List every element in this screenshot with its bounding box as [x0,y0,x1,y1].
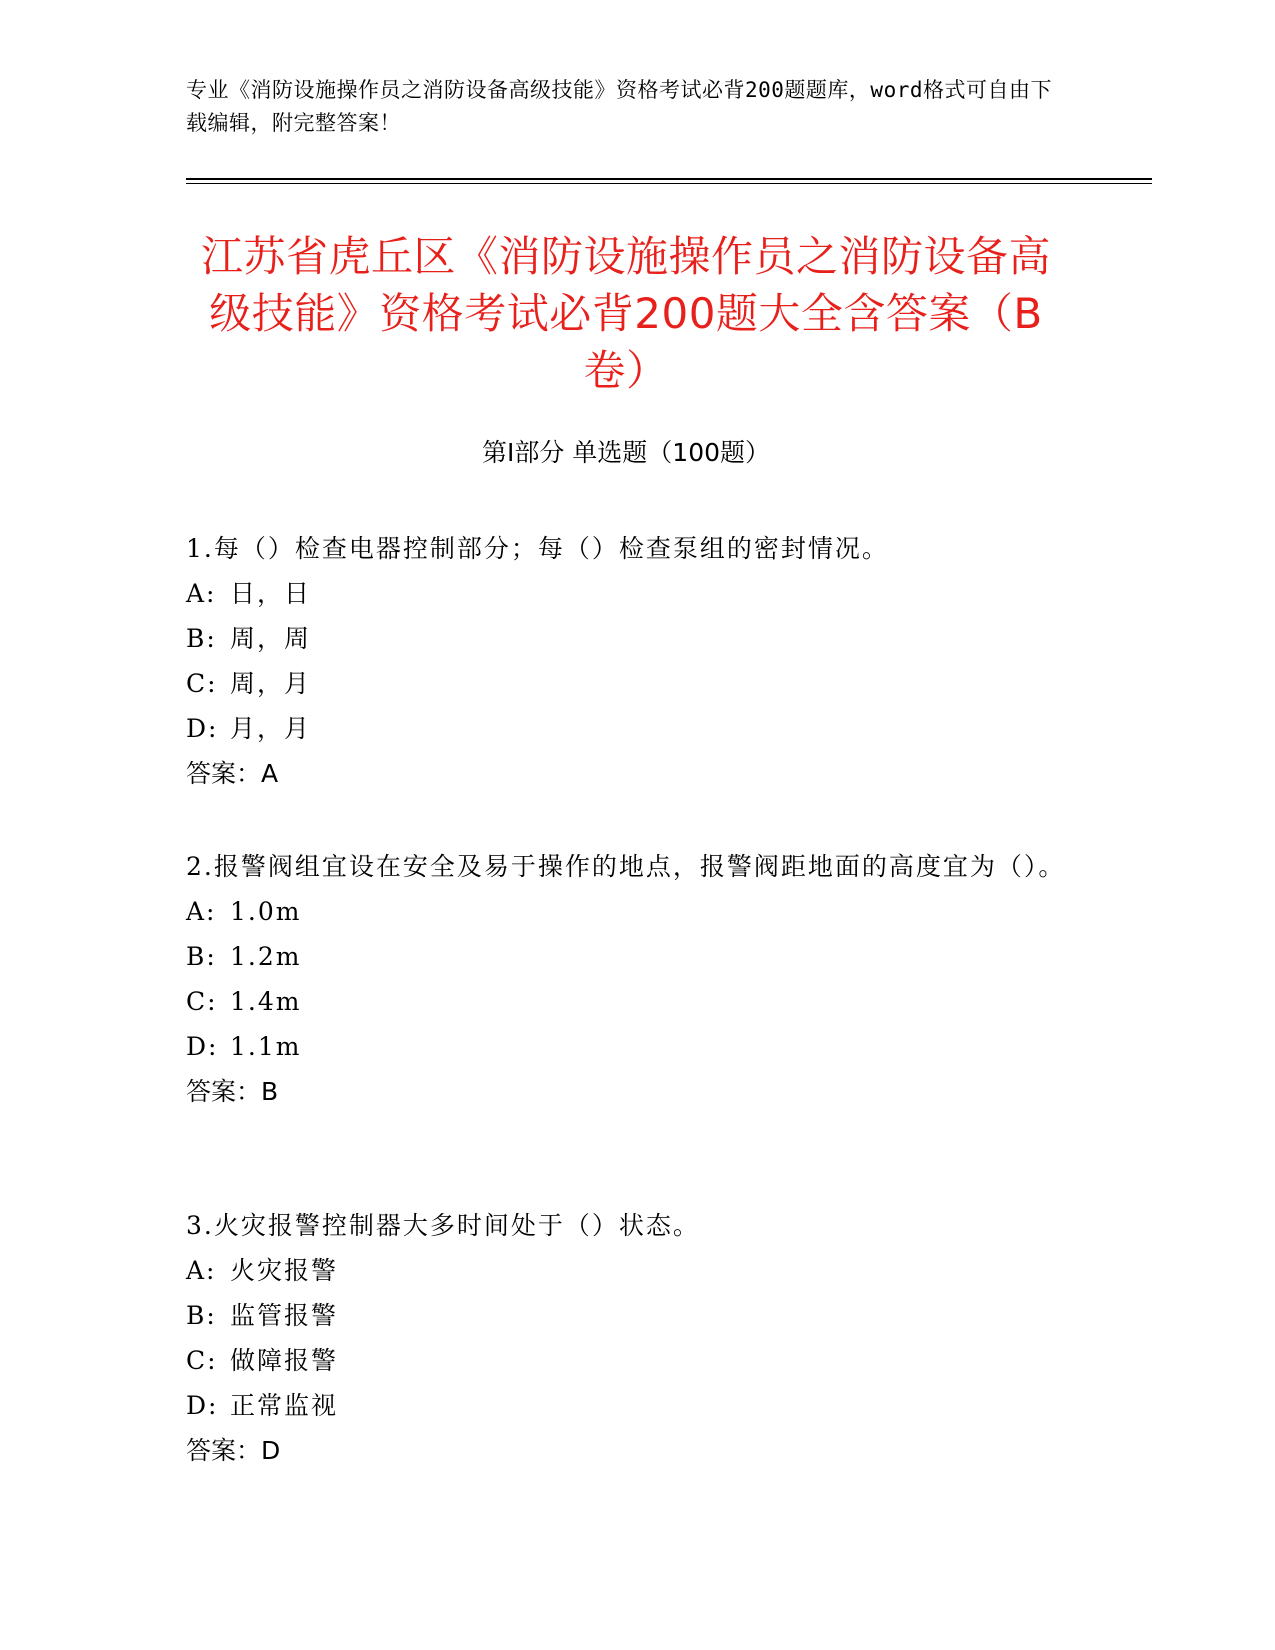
option-a [186,889,1086,934]
option-key: D: [186,1032,219,1061]
answer-line [186,1428,1086,1473]
option-text: 月，月 [230,714,312,743]
option-text: 1.1m [230,1032,302,1061]
option-key: C: [186,669,218,698]
option-text: 日，日 [230,579,312,608]
option-text: 周，月 [230,669,312,698]
answer-label: 答案： [186,1436,262,1465]
question-item [186,1203,1086,1473]
option-key: C: [186,987,218,1016]
option-key: A: [186,1256,217,1285]
option-text: 1.4m [230,987,302,1016]
answer-line [186,1069,1086,1114]
option-text: 周，周 [230,624,312,653]
header-divider-thin [186,183,1152,184]
option-text: 1.2m [230,942,302,971]
option-a [186,1248,1086,1293]
question-stem: 1.每（）检查电器控制部分；每（）检查泵组的密封情况。 [186,534,889,563]
option-key: C: [186,1346,218,1375]
option-d [186,1383,1086,1428]
answer-value: A [261,759,279,788]
option-text: 正常监视 [230,1391,339,1420]
question-item [186,844,1086,1114]
question-stem: 3.火灾报警控制器大多时间处于（）状态。 [186,1211,700,1240]
answer-label: 答案： [186,1077,262,1106]
option-key: D: [186,1391,219,1420]
question-stem: 2.报警阀组宜设在安全及易于操作的地点，报警阀距地面的高度宜为（）。 [186,852,1066,881]
header-divider-thick [186,178,1152,180]
option-key: B: [186,1301,217,1330]
option-text: 1.0m [230,897,302,926]
option-c [186,979,1086,1024]
section-heading: 第Ⅰ部分 单选题（100题） [481,438,771,467]
option-text: 火灾报警 [230,1256,339,1285]
option-text: 做障报警 [230,1346,339,1375]
option-b [186,934,1086,979]
option-d [186,1024,1086,1069]
option-key: A: [186,579,217,608]
option-key: B: [186,942,217,971]
option-c [186,1338,1086,1383]
option-key: D: [186,714,219,743]
answer-line [186,751,1086,796]
option-key: A: [186,897,217,926]
option-c [186,661,1086,706]
option-b [186,616,1086,661]
document-title: 江苏省虎丘区《消防设施操作员之消防设备高级技能》资格考试必背200题大全含答案（B卷） [200,232,1051,395]
option-text: 监管报警 [230,1301,339,1330]
option-a [186,571,1086,616]
answer-value: D [261,1436,281,1465]
answer-value: B [261,1077,279,1106]
option-key: B: [186,624,217,653]
answer-label: 答案： [186,759,262,788]
option-d [186,706,1086,751]
option-b [186,1293,1086,1338]
header-note: 专业《消防设施操作员之消防设备高级技能》资格考试必背200题题库，word格式可自由下载编辑，附完整答案！ [186,78,1052,135]
question-item [186,526,1086,796]
